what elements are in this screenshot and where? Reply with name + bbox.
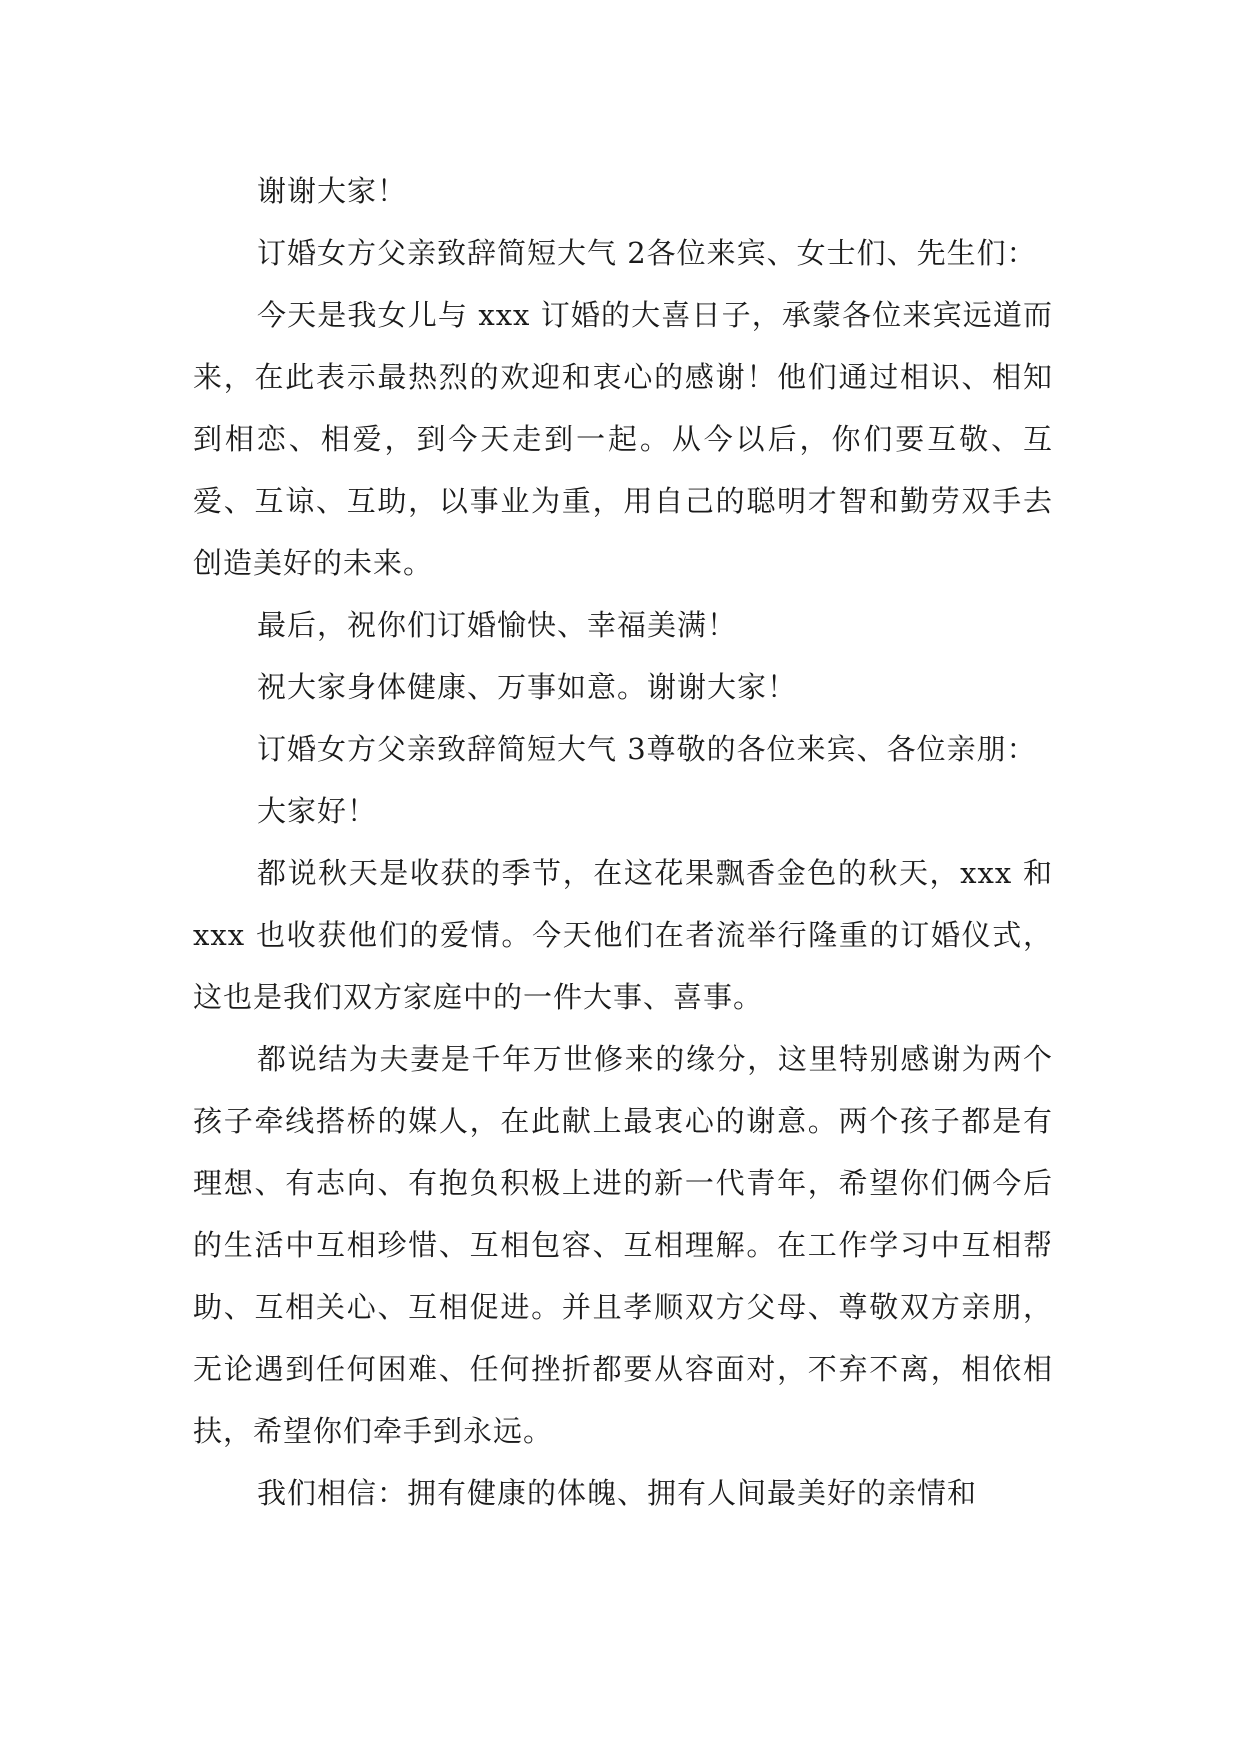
paragraph: 祝大家身体健康、万事如意。谢谢大家！ bbox=[257, 670, 798, 704]
paragraph: 都说秋天是收获的季节，在这花果飘香金色的秋天，xxx 和 xxx 也收获他们的爱情。今天他们在者流举行隆重的订婚仪式，这也是我们双方家庭中的一件大事、喜事。 bbox=[193, 856, 1053, 1014]
paragraph: 今天是我女儿与 xxx 订婚的大喜日子，承蒙各位来宾远道而来，在此表示最热烈的欢迎和衷心的感谢！他们通过相识、相知到相恋、相爱，到今天走到一起。从今以后，你们要互敬、互爱、互谅、互助，以事业为重，用自己的聪明才智和勤劳双手去创造美好的未来。 bbox=[193, 298, 1053, 580]
paragraph: 最后，祝你们订婚愉快、幸福美满！ bbox=[257, 608, 738, 642]
paragraph: 订婚女方父亲致辞简短大气 3尊敬的各位来宾、各位亲朋： bbox=[257, 732, 1037, 766]
paragraph: 我们相信：拥有健康的体魄、拥有人间最美好的亲情和 bbox=[257, 1476, 978, 1510]
paragraph: 谢谢大家！ bbox=[257, 174, 408, 208]
document-body bbox=[193, 160, 1053, 1524]
paragraph: 都说结为夫妻是千年万世修来的缘分，这里特别感谢为两个孩子牵线搭桥的媒人，在此献上最衷心的谢意。两个孩子都是有理想、有志向、有抱负积极上进的新一代青年，希望你们俩今后的生活中互相珍惜、互相包容、互相理解。在工作学习中互相帮助、互相关心、互相促进。并且孝顺双方父母、尊敬双方亲朋，无论遇到任何困难、任何挫折都要从容面对，不弃不离，相依相扶，希望你们牵手到永远。 bbox=[193, 1042, 1053, 1448]
paragraph: 大家好！ bbox=[257, 794, 378, 828]
paragraph: 订婚女方父亲致辞简短大气 2各位来宾、女士们、先生们： bbox=[257, 236, 1037, 270]
